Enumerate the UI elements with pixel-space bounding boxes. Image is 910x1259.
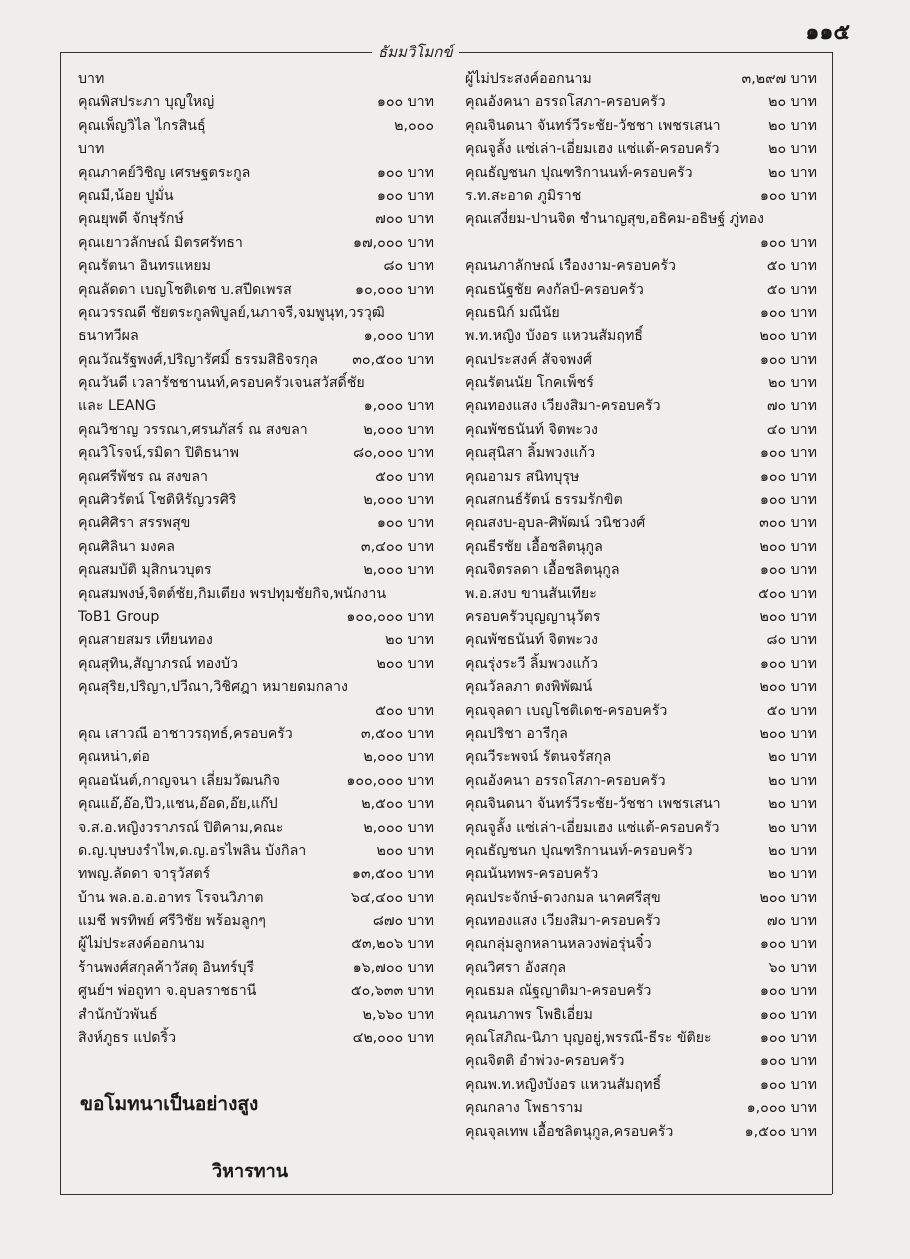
donor-name: คุณจูลั้ง แซ่เล่า-เอี่ยมเฮง แซ่แต้-ครอบครัว: [465, 819, 720, 836]
donor-name: คุณพัชธนันท์ จิตพะวง: [465, 421, 598, 438]
donation-amount: ๒๐ บาท: [768, 796, 817, 813]
donor-entry: [465, 723, 817, 746]
donor-name: คุณพ.ท.หญิงบังอร แหวนสัมฤทธิ์: [465, 1076, 662, 1093]
donor-name: คุณธนิก์ มณีนัย: [465, 304, 560, 321]
donation-amount: ๓,๕๐๐ บาท: [360, 725, 434, 742]
donation-amount: ๕๐ บาท: [766, 281, 817, 298]
donor-name: ครอบครัวบุญญานุวัตร: [465, 608, 601, 625]
donation-amount: ๒๐ บาท: [768, 375, 817, 392]
donor-name: คุณสงบ-อุบล-ศิพัฒน์ วนิชวงศ์: [465, 515, 646, 532]
donation-amount: ๕๐,๖๓๓ บาท: [350, 983, 434, 1000]
donor-name: คุณ เสาวณี อาชาวรฤทธ์,ครอบครัว: [78, 725, 293, 742]
donation-amount: ๖๔,๔๐๐ บาท: [350, 889, 434, 906]
donor-name: คุณธนัฐชัย คงกัลป์-ครอบครัว: [465, 281, 644, 298]
donation-amount: ๒๐๐ บาท: [376, 842, 434, 859]
donor-entry: [78, 1004, 434, 1027]
donor-entry: [78, 208, 434, 231]
donor-entry: [78, 302, 434, 325]
donor-entry: [465, 442, 817, 465]
donor-entry: [78, 817, 434, 840]
donor-entry: [465, 255, 817, 278]
donor-entry: [465, 68, 817, 91]
donation-amount: ๒๐ บาท: [768, 117, 817, 134]
donor-entry: [465, 115, 817, 138]
donation-amount: ๗๐ บาท: [766, 398, 817, 415]
donor-name: คุณอามร สนิทบุรุษ: [465, 468, 580, 485]
donation-amount: ๑๓,๕๐๐ บาท: [351, 866, 434, 883]
donor-entry: [78, 840, 434, 863]
donor-name: คุณวีระพจน์ รัตนจรัสกุล: [465, 749, 612, 766]
donation-amount: ๑๗,๐๐๐ บาท: [353, 234, 434, 251]
donor-entry: [78, 115, 434, 138]
donor-entry: [465, 653, 817, 676]
donor-name: คุณปริชา อารีกุล: [465, 725, 568, 742]
donor-entry: [465, 770, 817, 793]
donor-name: คุณหน่า,ต่อ: [78, 749, 150, 766]
donor-name: คุณธีรชัย เอื้อชลิตนุกูล: [465, 538, 603, 555]
donor-entry: [465, 817, 817, 840]
donor-entry: [465, 185, 817, 208]
donor-name: คุณจินดนา จันทร์วีระชัย-วัชชา เพชรเสนา: [465, 117, 721, 134]
donation-amount: ๓,๒๙๗ บาท: [741, 71, 817, 87]
donor-entry: [78, 279, 434, 302]
donation-amount: ๕๐๐ บาท: [375, 702, 434, 719]
donor-name: คุณประจักษ์-ดวงกมล นาคศรีสุข: [465, 889, 661, 906]
donation-amount: ๓๐๐ บาท: [759, 515, 817, 532]
donation-amount: ๒๐ บาท: [768, 141, 817, 158]
donor-name: ผู้ไม่ประสงค์ออกนาม: [78, 936, 205, 953]
running-header-title: ธัมมวิโมกข์: [372, 40, 459, 64]
left-border: [60, 52, 61, 1194]
donation-amount: ๗๐ บาท: [766, 913, 817, 930]
page-number: ๑๑๕: [805, 20, 850, 45]
donor-entry: [78, 980, 434, 1003]
donor-name: คุณจินดนา จันทร์วีระชัย-วัชชา เพชรเสนา: [465, 796, 721, 813]
section-heading-viharn: วิหารทาน: [212, 1161, 289, 1182]
donor-entry: [465, 372, 817, 395]
donor-name: คุณนันทพร-ครอบครัว: [465, 866, 599, 883]
donation-amount: ๑๖,๗๐๐ บาท: [352, 959, 434, 976]
donor-entry: [465, 840, 817, 863]
donation-amount: ๔๒,๐๐๐ บาท: [352, 1030, 434, 1047]
donor-name: คุณนภาพร โพธิเอี่ยม: [465, 1006, 593, 1023]
donor-entry: [78, 1027, 434, 1050]
donation-amount: ๑๐๐ บาท: [759, 492, 817, 509]
right-border: [832, 52, 833, 1194]
donor-entry: [465, 910, 817, 933]
donor-entry: [78, 419, 434, 442]
donation-amount: ๒๐ บาท: [768, 842, 817, 859]
donation-amount: ๗๐๐ บาท: [375, 211, 434, 228]
donor-name: คุณรุ่งระวี ลิ้มพวงแก้ว: [465, 655, 598, 672]
donor-name: พ.ท.หญิง บังอร แหวนสัมฤทธิ์: [465, 328, 643, 345]
donor-entry: [465, 700, 817, 723]
donor-name: คุณรัตนนัย โกคเพ็ชร์: [465, 375, 594, 392]
donation-amount: ๑๐๐ บาท: [759, 1076, 817, 1093]
donation-amount: ๘๗๐ บาท: [372, 913, 434, 930]
donor-name: พ.อ.สงบ ขานสันเทียะ: [465, 585, 597, 602]
donor-entry: [78, 255, 434, 278]
donor-entry: [465, 208, 817, 231]
donor-name: คุณศรีพัชร ณ สงขลา: [78, 468, 209, 485]
donor-entry: [78, 676, 434, 699]
donor-entry: [78, 933, 434, 956]
donor-name: ด.ญ.บุษบงรำไพ,ด.ญ.อรไพลิน บังกิลา: [78, 842, 307, 859]
right-donor-column: [465, 68, 817, 1144]
donor-entry: [465, 746, 817, 769]
donation-amount: ๑๐๐ บาท: [759, 655, 817, 672]
donor-name: และ LEANG: [78, 398, 157, 415]
donation-amount: ๑๐๐ บาท: [376, 164, 434, 181]
donation-amount: ๒,๐๐๐ บาท: [363, 492, 434, 509]
donation-amount: ๒๐๐ บาท: [376, 655, 434, 672]
donor-name: คุณธัญชนก ปุณฑริกานนท์-ครอบครัว: [465, 842, 693, 859]
donor-name: บ้าน พล.อ.อ.อาทร โรจนวิภาต: [78, 889, 264, 906]
donor-entry: [465, 793, 817, 816]
donor-name: คุณโสภิณ-นิภา บุญอยู่,พรรณี-ธีระ ขัติยะ: [465, 1030, 712, 1047]
donor-name: บาท: [78, 71, 105, 87]
donor-entry: [78, 583, 434, 606]
donor-entry: [465, 91, 817, 114]
donor-entry: [465, 536, 817, 559]
donor-name: คุณทองแสง เวียงสิมา-ครอบครัว: [465, 398, 661, 415]
donor-entry: [78, 349, 434, 372]
donation-amount: ๕๐๐ บาท: [758, 585, 817, 602]
donation-amount: ๑๐๐ บาท: [759, 187, 817, 204]
donation-amount: ๑๐๐ บาท: [759, 351, 817, 368]
donation-amount: ๒๐๐ บาท: [759, 608, 817, 625]
donation-amount: ๒,๕๐๐ บาท: [361, 796, 434, 813]
donor-name: คุณศิลินา มงคล: [78, 538, 175, 555]
donor-name: ผู้ไม่ประสงค์ออกนาม: [465, 71, 592, 87]
donor-name: คุณแอ๊,อ๊อ,ป๊ว,แชน,อ๊อด,อ๊ย,แก๊ป: [78, 796, 278, 813]
donor-entry: [78, 863, 434, 886]
donor-name: คุณอังคนา อรรถโสภา-ครอบครัว: [465, 94, 666, 111]
donor-entry: [78, 746, 434, 769]
donation-amount: ๒๐ บาท: [768, 164, 817, 181]
donation-amount: ๒,๐๐๐ บาท: [363, 421, 434, 438]
donor-name: คุณจิตติ อำพ่วง-ครอบครัว: [465, 1053, 625, 1070]
donor-name: คุณธมล ณัฐญาติมา-ครอบครัว: [465, 983, 652, 1000]
donor-entry: [465, 1050, 817, 1073]
donor-name: คุณทองแสง เวียงสิมา-ครอบครัว: [465, 913, 661, 930]
donor-entry: [465, 325, 817, 348]
donation-amount: ๒๐๐ บาท: [759, 679, 817, 696]
donor-entry: [465, 419, 817, 442]
donor-entry: [78, 162, 434, 185]
donation-amount: ๑๐๐ บาท: [759, 562, 817, 579]
donation-amount: ๑๐๐ บาท: [759, 1030, 817, 1047]
donor-name: ศูนย์ฯ พ่อถูทา จ.อุบลราชธานี: [78, 983, 257, 1000]
donation-amount: ๒๐ บาท: [768, 866, 817, 883]
donor-name: คุณสายสมร เทียนทอง: [78, 632, 213, 649]
donation-amount: ๒๐ บาท: [768, 819, 817, 836]
donor-entry: [465, 676, 817, 699]
donor-entry: [78, 489, 434, 512]
donation-amount: ๒,๐๐๐ บาท: [363, 749, 434, 766]
closing-thanks: ขอโมทนาเป็นอย่างสูง: [80, 1093, 259, 1115]
donor-entry: [78, 185, 434, 208]
donor-entry: [78, 559, 434, 582]
donation-amount: ๑๐๐ บาท: [376, 515, 434, 532]
donor-name: คุณจิตรลดา เอื้อชลิตนุกูล: [465, 562, 620, 579]
donor-entry: [78, 91, 434, 114]
donation-amount: ๒,๐๐๐: [394, 117, 434, 134]
donor-name: คุณพัชธนันท์ จิตพะวง: [465, 632, 598, 649]
donor-name: คุณกลาง โพธาราม: [465, 1100, 583, 1117]
donor-entry: [465, 606, 817, 629]
donation-amount: ๘๐,๐๐๐ บาท: [353, 445, 434, 462]
donor-entry: [78, 325, 434, 348]
donor-name: สำนักบัวพันธ์: [78, 1006, 158, 1023]
donation-amount: ๒๐๐ บาท: [759, 725, 817, 742]
donation-amount: ๘๐ บาท: [383, 258, 434, 275]
donor-name: คุณวัลลภา ตงพิพัฒน์: [465, 679, 593, 696]
donor-name: แมชี พรทิพย์ ศรีวิชัย พร้อมลูกๆ: [78, 913, 266, 930]
donor-name: คุณสุนิสา ลิ้มพวงแก้ว: [465, 445, 596, 462]
donor-name: คุณธัญชนก ปุณฑริกานนท์-ครอบครัว: [465, 164, 693, 181]
donor-name: คุณมี,น้อย ปูมั่น: [78, 187, 174, 204]
donation-amount: ๘๐ บาท: [766, 632, 817, 649]
donation-amount: ๑๐๐ บาท: [759, 234, 817, 251]
donation-amount: ๑,๐๐๐ บาท: [746, 1100, 817, 1117]
donation-amount: ๒๐๐ บาท: [759, 889, 817, 906]
donor-entry: [465, 559, 817, 582]
donation-amount: ๑๐,๐๐๐ บาท: [355, 281, 434, 298]
donor-entry: [465, 1121, 817, 1144]
donor-entry: [78, 466, 434, 489]
donor-name: คุณกลุ่มลูกหลานหลวงพ่อรุ่นจิ๋ว: [465, 936, 652, 953]
donor-entry: [78, 770, 434, 793]
donation-amount: ๒๐๐ บาท: [759, 328, 817, 345]
donation-amount: ๓๐,๕๐๐ บาท: [352, 351, 434, 368]
donation-amount: ๕๐ บาท: [766, 702, 817, 719]
donor-name: ธนาทวีผล: [78, 328, 139, 345]
donor-name: คุณประสงค์ สัจจพงศ์: [465, 351, 593, 368]
donation-amount: ๔๐ บาท: [766, 421, 817, 438]
donor-entry: [465, 512, 817, 535]
donor-name: ToB1 Group: [78, 608, 160, 625]
donation-amount: ๑๐๐ บาท: [759, 983, 817, 1000]
donor-name: คุณเยาวลักษณ์ มิตรศรัทธา: [78, 234, 243, 251]
donation-amount: ๒๐๐ บาท: [759, 538, 817, 555]
donor-entry: [78, 395, 434, 418]
donor-entry: [465, 1097, 817, 1120]
left-donor-column: [78, 68, 434, 1050]
donor-name: คุณเพ็ญวิไล ไกรสินธุ์: [78, 117, 206, 134]
donation-amount: ๑๐๐ บาท: [376, 187, 434, 204]
donor-entry: [465, 1004, 817, 1027]
donor-entry: [465, 887, 817, 910]
donor-name: ร้านพงศ์สกุลค้าวัสดุ อินทร์บุรี: [78, 959, 255, 976]
donor-name: คุณรัตนา อินทรแหยม: [78, 258, 212, 275]
donation-amount: ๑,๐๐๐ บาท: [363, 398, 434, 415]
donor-entry: [78, 68, 434, 91]
donation-amount: ๑๐๐,๐๐๐ บาท: [346, 608, 434, 625]
donor-entry: [465, 583, 817, 606]
donor-entry: [465, 162, 817, 185]
donor-entry: [78, 957, 434, 980]
donation-amount: ๒,๐๐๐ บาท: [363, 562, 434, 579]
donor-entry: [465, 395, 817, 418]
donor-entry: [78, 700, 434, 723]
donor-name: คุณนภาลักษณ์ เรืองงาม-ครอบครัว: [465, 258, 676, 275]
donation-amount: ๒,๖๖๐ บาท: [362, 1006, 434, 1023]
donation-amount: ๑๐๐ บาท: [759, 468, 817, 485]
donation-amount: ๓,๔๐๐ บาท: [360, 538, 434, 555]
donation-amount: ๕๓,๒๐๖ บาท: [351, 936, 434, 953]
donor-entry: [465, 629, 817, 652]
bottom-rule: [60, 1194, 832, 1195]
donor-entry: [465, 279, 817, 302]
donor-entry: [465, 232, 817, 255]
donation-amount: ๑๐๐ บาท: [759, 304, 817, 321]
donor-name: คุณวิโรจน์,รมิดา ปิติธนาพ: [78, 445, 239, 462]
donor-entry: [465, 980, 817, 1003]
donor-name: คุณลัดดา เบญโชติเดช บ.สปีดเพรส: [78, 281, 292, 298]
donor-entry: [465, 489, 817, 512]
donor-entry: [465, 466, 817, 489]
donor-entry: [78, 723, 434, 746]
donor-entry: [78, 606, 434, 629]
donation-amount: ๑,๕๐๐ บาท: [744, 1123, 817, 1140]
donor-name: คุณเสงี่ยม-ปานจิต ชำนาญสุข,อธิคม-อธิษฐ์ ภู่ทอง: [465, 211, 764, 228]
donor-name: คุณยุพดี จักษุรักษ์: [78, 211, 184, 228]
donor-name: คุณสมบัติ มุสิกนวบุตร: [78, 562, 212, 579]
donation-amount: ๒,๐๐๐ บาท: [363, 819, 434, 836]
donor-entry: [465, 302, 817, 325]
donor-name: คุณวิชาญ วรรณา,ศรนภัสร์ ณ สงขลา: [78, 421, 308, 438]
donor-name: คุณสุริย,ปริญา,ปวีณา,วิชิศฎา หมายดมกลาง: [78, 679, 348, 696]
donor-entry: [465, 863, 817, 886]
donor-entry: [465, 138, 817, 161]
donor-name: สิงห์ภูธร แปดริ้ว: [78, 1030, 177, 1047]
donor-entry: [78, 232, 434, 255]
donor-name: คุณสุทิน,สัญาภรณ์ ทองบัว: [78, 655, 239, 672]
donor-entry: [78, 536, 434, 559]
donor-entry: [78, 512, 434, 535]
donor-name: คุณวิศรา อังสกุล: [465, 959, 567, 976]
donor-name: จ.ส.อ.หญิงวราภรณ์ ปิติคาม,คณะ: [78, 819, 284, 836]
donation-amount: ๒๐ บาท: [768, 94, 817, 111]
donor-name: คุณจุลดา เบญโชติเดช-ครอบครัว: [465, 702, 668, 719]
donor-entry: [465, 349, 817, 372]
donor-name: คุณสมพงษ์,จิตต์ชัย,กิมเตียง พรปทุมชัยกิจ,พนักงาน: [78, 585, 387, 602]
donor-name: ทพญ.ลัดดา จารุวัสตร์: [78, 866, 211, 883]
donor-name: คุณภาคย์วิชิญ เศรษฐตระกูล: [78, 164, 251, 181]
donation-amount: ๒๐ บาท: [768, 749, 817, 766]
donor-name: คุณศิวรัตน์ โชติหิรัญวรศิริ: [78, 492, 237, 509]
donation-amount: ๑๐๐ บาท: [759, 1053, 817, 1070]
donor-name: คุณพิสประภา บุญใหญ่: [78, 94, 215, 111]
donation-amount: ๑,๐๐๐ บาท: [363, 328, 434, 345]
donor-name: บาท: [78, 141, 105, 158]
donation-amount: ๑๐๐,๐๐๐ บาท: [346, 772, 434, 789]
donation-amount: ๑๐๐ บาท: [759, 445, 817, 462]
donor-name: ร.ท.สะอาด ภูมิราช: [465, 187, 582, 204]
donor-entry: [78, 887, 434, 910]
donor-entry: [78, 793, 434, 816]
donation-amount: ๕๐๐ บาท: [375, 468, 434, 485]
donation-amount: ๒๐ บาท: [768, 772, 817, 789]
donor-name: คุณอนันต์,กาญจนา เลี่ยมวัฒนกิจ: [78, 772, 281, 789]
donor-entry: [78, 442, 434, 465]
donor-entry: [465, 1027, 817, 1050]
donor-name: คุณอังคนา อรรถโสภา-ครอบครัว: [465, 772, 666, 789]
donor-entry: [78, 372, 434, 395]
donor-entry: [465, 933, 817, 956]
donor-name: คุณวัณรัฐพงศ์,ปริญารัศมิ์ ธรรมสิธิจรกุล: [78, 351, 318, 368]
donor-name: คุณสกนธ์รัตน์ ธรรมรักขิต: [465, 492, 623, 509]
donor-name: คุณจูลั้ง แซ่เล่า-เอี่ยมเฮง แซ่แต้-ครอบครัว: [465, 141, 720, 158]
donor-entry: [78, 910, 434, 933]
donor-entry: [78, 653, 434, 676]
donor-entry: [465, 1074, 817, 1097]
donor-name: คุณศิศิรา สรรพสุข: [78, 515, 191, 532]
donation-amount: ๖๐ บาท: [768, 959, 817, 976]
donation-amount: ๕๐ บาท: [766, 258, 817, 275]
donor-entry: [78, 629, 434, 652]
donation-amount: ๑๐๐ บาท: [759, 1006, 817, 1023]
donation-amount: ๒๐ บาท: [385, 632, 434, 649]
donation-amount: ๑๐๐ บาท: [759, 936, 817, 953]
donation-amount: ๑๐๐ บาท: [376, 94, 434, 111]
donor-entry: [78, 138, 434, 161]
donor-name: คุณจุลเทพ เอื้อชลิตนุกูล,ครอบครัว: [465, 1123, 674, 1140]
donor-entry: [465, 957, 817, 980]
donor-name: คุณวรรณดี ชัยตระกูลพิบูลย์,นภาจรี,จมพูนุท,วรวุฒิ: [78, 304, 385, 321]
donor-name: คุณวันดี เวลารัชชานนท์,ครอบครัวเจนสวัสดิ์ชัย: [78, 375, 365, 392]
